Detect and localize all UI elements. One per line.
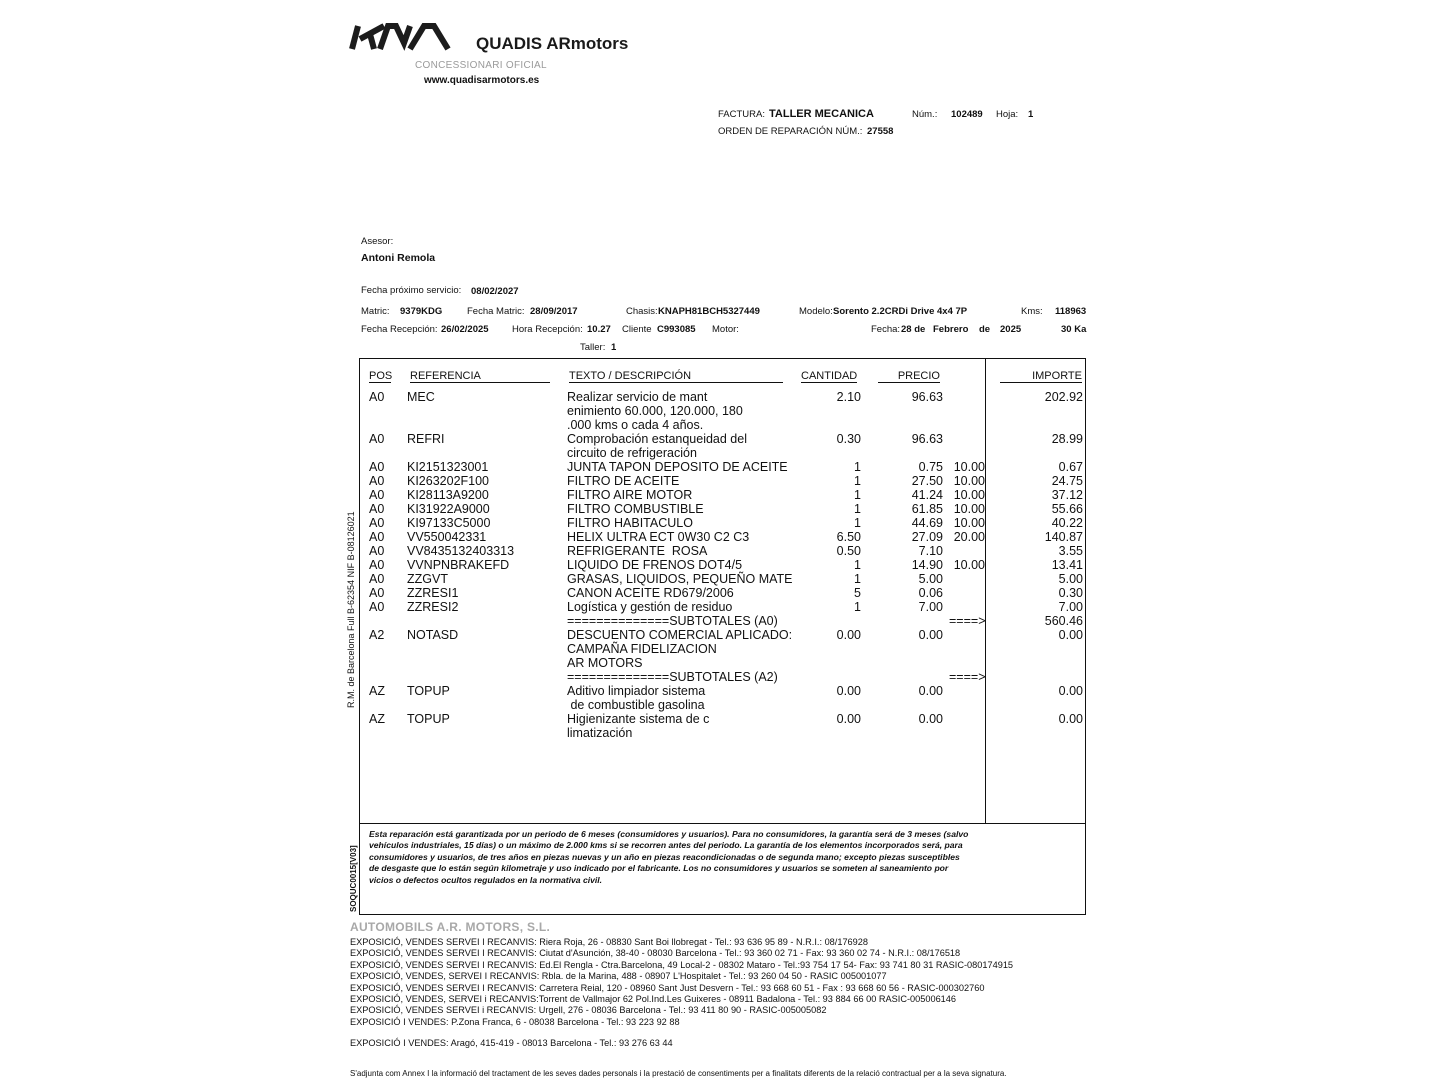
row-importe: 7.00 [1058,600,1083,614]
motor-label: Motor: [712,324,739,335]
row-pos: A0 [369,544,385,558]
row-referencia: TOPUP [407,684,450,698]
row-precio: 41.24 [911,488,943,502]
row-precio: 96.63 [911,390,943,404]
website: www.quadisarmotors.es [424,75,540,86]
row-description: Higienizante sistema de c limatización [567,712,710,740]
row-descuento: 10.00 [953,502,985,516]
row-referencia: REFRI [407,432,445,446]
row-precio: 7.10 [918,544,943,558]
row-precio: 44.69 [911,516,943,530]
row-pos: AZ [369,684,385,698]
ka-value: 30 Ka [1061,324,1087,335]
row-description: Comprobación estanqueidad del circuito de refrigeración [567,432,747,460]
row-description: REFRIGERANTE ROSA [567,544,708,558]
row-referencia: KI263202F100 [407,474,490,488]
row-precio: 7.00 [918,600,943,614]
guarantee-text: Esta reparación está garantizada por un periodo de 6 meses (consumidores y usuarios). Para no consumidores, la garantía será de 3 meses (salvo vehículos industriales, 15 días) o un máximo de 2.000 kms si se recorren antes del periodo. La garantía de los elementos incorporados será, para consumidores y usuarios, de tres años en piezas nuevas y un año en piezas reacondicionadas o de segunda mano; excepto piezas susceptibles de desgaste que lo están según kilometraje y uso indicado por el fabricante. Los no consumidores y usuarios se someten al saneamiento por vicios o defectos ocultos regulados en la normativa civil. [369,829,969,885]
row-pos: A0 [369,586,385,600]
row-precio: 0.75 [918,460,943,474]
extra-address: EXPOSICIÓ I VENDES: Aragó, 415-419 - 08013 Barcelona - Tel.: 93 276 63 44 [350,1038,673,1048]
modelo-label: Modelo: [799,306,833,317]
row-importe: 0.00 [1058,712,1083,726]
row-description: HELIX ULTRA ECT 0W30 C2 C3 [567,530,750,544]
row-precio: 0.00 [918,684,943,698]
row-cantidad: 0.50 [836,544,861,558]
row-importe: 0.67 [1058,460,1083,474]
chasis-value: KNAPH81BCH5327449 [658,306,760,317]
row-cantidad: 0.00 [836,684,861,698]
row-description: Realizar servicio de mant enimiento 60.000, 120.000, 180 .000 kms o cada 4 años. [567,390,743,432]
row-precio: 96.63 [911,432,943,446]
row-importe: 28.99 [1051,432,1083,446]
row-precio: 0.00 [918,628,943,642]
row-descuento: 10.00 [953,474,985,488]
row-description: JUNTA TAPON DEPOSITO DE ACEITE [567,460,788,474]
row-cantidad: 1 [854,558,861,572]
row-cantidad: 0.00 [836,712,861,726]
fecha-month: Febrero [933,324,969,335]
row-description: LIQUIDO DE FRENOS DOT4/5 [567,558,743,572]
row-pos: A0 [369,600,385,614]
asesor-name: Antoni Remola [361,252,436,264]
row-importe: 0.00 [1058,628,1083,642]
importe-divider [985,358,986,824]
taller-label: Taller: [580,342,606,353]
address-line: EXPOSICIÓ, VENDES SERVEI I RECANVIS: Ciutat d'Asunción, 38-40 - 08030 Barcelona - Tel.: 93 360 02 71 - Fax: 93 360 02 74 - N.R.I.: 08/176518 [350,948,961,959]
factura-type: TALLER MECANICA [769,108,874,120]
hoja-label: Hoja: [996,109,1019,120]
row-subtotal-arrow: ====> [949,670,986,684]
num-value: 102489 [951,109,983,120]
row-referencia: VVNPNBRAKEFD [407,558,510,572]
row-subtotal-arrow: ====> [949,614,986,628]
row-referencia: ZZRESI2 [407,600,459,614]
fecha-year: 2025 [1000,324,1022,335]
row-referencia: VV550042331 [407,530,487,544]
row-precio: 0.00 [918,712,943,726]
row-description: ==============SUBTOTALES (A2) [567,670,778,684]
fecha-de: de [979,324,991,335]
row-pos: A2 [369,628,385,642]
row-pos: A0 [369,502,385,516]
row-referencia: TOPUP [407,712,450,726]
factura-label: FACTURA: [718,109,765,120]
row-pos: A0 [369,488,385,502]
row-referencia: MEC [407,390,435,404]
row-precio: 61.85 [911,502,943,516]
row-pos: AZ [369,712,385,726]
cliente-value: C993085 [657,324,696,335]
row-description: Aditivo limpiador sistema de combustible gasolina [567,684,706,712]
row-referencia: KI28113A9200 [407,488,489,502]
row-description: FILTRO DE ACEITE [567,474,680,488]
row-cantidad: 5 [854,586,861,600]
fecha-day: 28 de [901,324,926,335]
fecha-matric-label: Fecha Matric: [467,306,525,317]
guarantee-divider [359,823,1086,824]
row-pos: A0 [369,460,385,474]
row-description: DESCUENTO COMERCIAL APLICADO: CAMPAÑA FIDELIZACION AR MOTORS [567,628,793,670]
row-cantidad: 2.10 [836,390,861,404]
kms-value: 118963 [1055,306,1087,317]
privacy-disclaimer: S'adjunta com Annex I la informació del tractament de les seves dades personals i la prestació de consentiments per a finalitats diferents de la relació contractual per a la seva signatura. [350,1069,1007,1078]
row-description: CANON ACEITE RD679/2006 [567,586,734,600]
modelo-value: Sorento 2.2CRDi Drive 4x4 7P [833,306,968,317]
concession-label: CONCESSIONARI OFICIAL [415,60,547,71]
row-referencia: VV8435132403313 [407,544,515,558]
row-description: Logística y gestión de residuo [567,600,733,614]
chasis-label: Chasis: [626,306,658,317]
row-precio: 14.90 [911,558,943,572]
address-line: EXPOSICIÓ, VENDES SERVEI I RECANVIS: Ed.El Rengla - Ctra.Barcelona, 49 Local-2 - 08302 Mataro - Tel.:93 754 17 54- Fax: 93 741 80 31 RASIC-080174915 [350,959,1014,970]
row-description: FILTRO HABITACULO [567,516,693,530]
row-descuento: 20.00 [953,530,985,544]
dealer-name: QUADIS ARmotors [476,34,629,53]
taller-value: 1 [611,342,617,353]
row-referencia: KI97133C5000 [407,516,491,530]
row-cantidad: 0.30 [836,432,861,446]
row-pos: A0 [369,390,385,404]
row-referencia: ZZRESI1 [407,586,459,600]
row-pos: A0 [369,516,385,530]
address-line: EXPOSICIÓ, VENDES, SERVEI I RECANVIS: Rbla. de la Marina, 488 - 08907 L'Hospitalet - Tel.: 93 260 04 50 - RASIC 005001077 [350,971,887,982]
row-precio: 27.50 [911,474,943,488]
kms-label: Kms: [1021,306,1043,317]
row-importe: 0.30 [1058,586,1083,600]
row-importe: 37.12 [1051,488,1083,502]
proximo-label: Fecha próximo servicio: [361,285,462,296]
row-importe: 3.55 [1058,544,1083,558]
header-cantidad: CANTIDAD [801,370,858,382]
row-precio: 0.06 [918,586,943,600]
address-line: EXPOSICIÓ, VENDES SERVEI I RECANVIS: Carretera Reial, 120 - 08960 Sant Just Desvern - Tel.: 93 668 60 51 - Fax : 93 668 60 56 - RASIC-000302760 [350,982,985,993]
header-importe: IMPORTE [1000,370,1082,383]
matric-value: 9379KDG [400,306,443,317]
header-pos: POS [369,370,393,382]
row-importe: 140.87 [1044,530,1083,544]
row-cantidad: 1 [854,600,861,614]
row-descuento: 10.00 [953,558,985,572]
matric-label: Matric: [361,306,390,317]
row-descuento: 10.00 [953,516,985,530]
orden-value: 27558 [867,126,894,137]
fecha-recepcion-label: Fecha Recepción: [361,324,438,335]
address-line: EXPOSICIÓ I VENDES: P.Zona Franca, 6 - 08038 Barcelona - Tel.: 93 223 92 88 [350,1016,680,1027]
fecha-recepcion-value: 26/02/2025 [441,324,489,335]
row-importe: 202.92 [1044,390,1083,404]
row-referencia: KI2151323001 [407,460,489,474]
row-importe: 5.00 [1058,572,1083,586]
row-precio: 27.09 [911,530,943,544]
hora-recepcion-value: 10.27 [587,324,611,335]
proximo-value: 08/02/2027 [471,286,519,297]
row-importe: 13.41 [1051,558,1083,572]
address-line: EXPOSICIÓ, VENDES SERVEI I RECANVIS: Riera Roja, 26 - 08830 Sant Boi llobregat - Tel.: 93 636 95 89 - N.R.I.: 08/176928 [350,937,868,947]
row-importe: 560.46 [1044,614,1083,628]
row-pos: A0 [369,558,385,572]
address-line: EXPOSICIÓ, VENDES, SERVEI i RECANVIS:Torrent de Vallmajor 62 Pol.Ind.Les Guixeres - 08911 Badalona - Tel.: 93 884 66 00 RASIC-005006146 [350,994,957,1004]
row-pos: A0 [369,530,385,544]
row-importe: 55.66 [1051,502,1083,516]
cliente-label: Cliente [622,324,652,335]
row-description: FILTRO COMBUSTIBLE [567,502,704,516]
row-importe: 0.00 [1058,684,1083,698]
hora-recepcion-label: Hora Recepción: [512,324,583,335]
row-description: ==============SUBTOTALES (A0) [567,614,778,628]
num-label: Núm.: [912,109,938,120]
row-descuento: 10.00 [953,488,985,502]
row-importe: 24.75 [1051,474,1083,488]
row-cantidad: 6.50 [836,530,861,544]
row-descuento: 10.00 [953,460,985,474]
row-referencia: NOTASD [407,628,459,642]
row-pos: A0 [369,572,385,586]
row-precio: 5.00 [918,572,943,586]
header-referencia: REFERENCIA [410,370,550,383]
company-name: AUTOMOBILS A.R. MOTORS, S.L. [350,920,551,934]
row-cantidad: 1 [854,488,861,502]
row-cantidad: 0.00 [836,628,861,642]
asesor-label: Asesor: [361,236,394,247]
form-code-side-text: SOQUC0015[V03] [349,845,358,912]
row-cantidad: 1 [854,460,861,474]
fecha-matric-value: 28/09/2017 [530,306,578,317]
fecha-label: Fecha: [871,324,901,335]
row-cantidad: 1 [854,502,861,516]
registry-side-text: R.M. de Barcelona Full B-62354 NIF B-08126021 [346,511,356,708]
address-line: EXPOSICIÓ, VENDES SERVEI i RECANVIS: Urgell, 276 - 08036 Barcelona - Tel.: 93 411 80 90 - RASIC-005005082 [350,1005,827,1016]
row-cantidad: 1 [854,474,861,488]
row-pos: A0 [369,432,385,446]
row-referencia: KI31922A9000 [407,502,490,516]
hoja-value: 1 [1028,109,1034,120]
row-description: FILTRO AIRE MOTOR [567,488,693,502]
row-importe: 40.22 [1051,516,1083,530]
row-referencia: ZZGVT [407,572,448,586]
row-cantidad: 1 [854,572,861,586]
header-texto: TEXTO / DESCRIPCIÓN [569,370,783,383]
row-cantidad: 1 [854,516,861,530]
row-pos: A0 [369,474,385,488]
orden-label: ORDEN DE REPARACIÓN NÚM.: [718,126,863,137]
header-precio: PRECIO [878,370,940,383]
kia-logo [348,22,452,57]
row-description: GRASAS, LIQUIDOS, PEQUEÑO MATE [567,572,793,586]
